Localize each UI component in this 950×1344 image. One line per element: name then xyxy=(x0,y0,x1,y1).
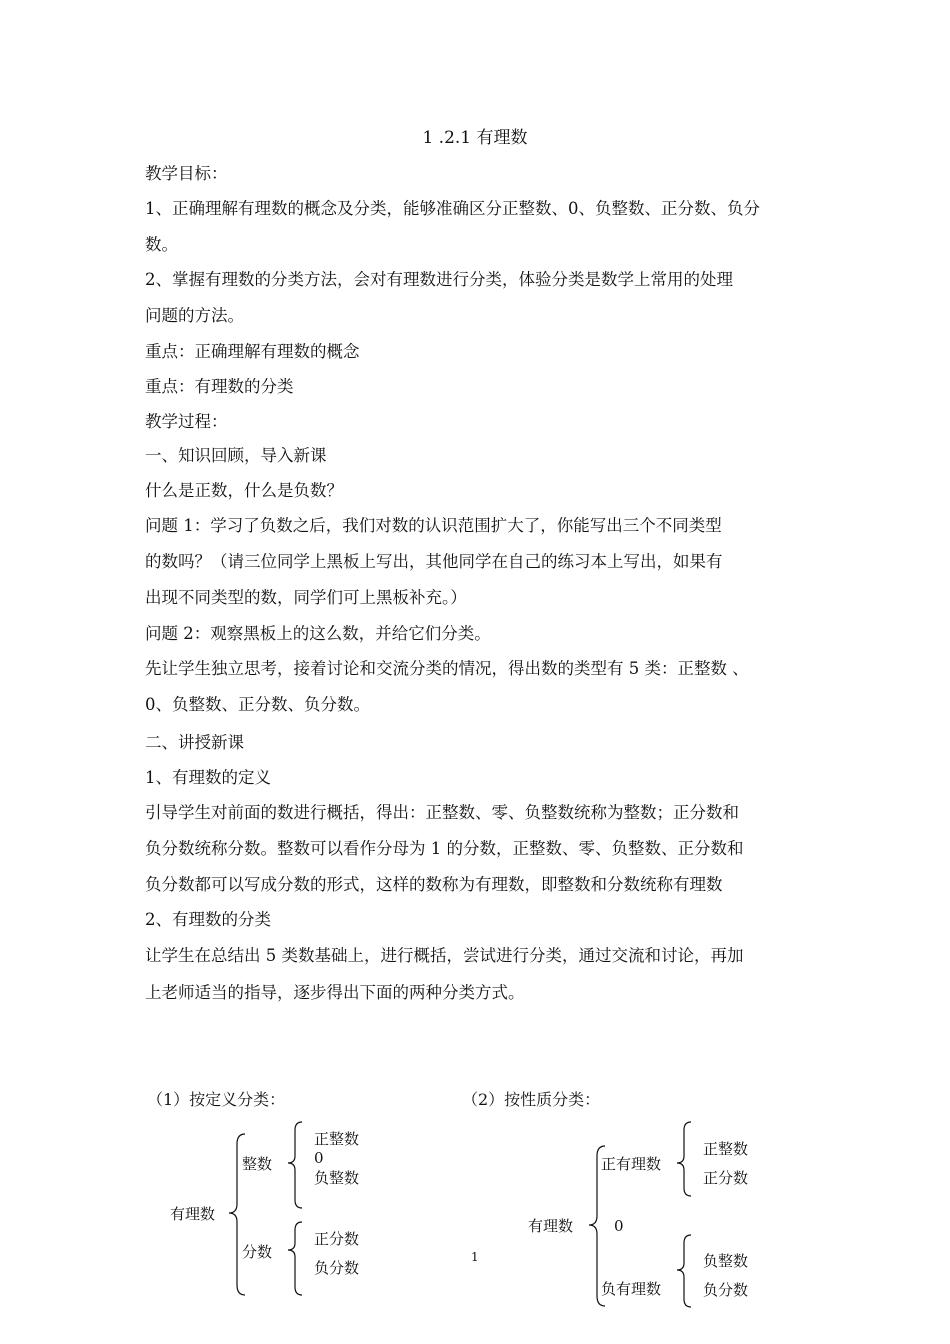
paragraph-line: 一、知识回顾，导入新课 xyxy=(145,446,327,465)
paragraph-line: 1、正确理解有理数的概念及分类，能够准确区分正整数、0、负整数、正分数、负分 xyxy=(145,199,760,218)
diagram2-zero: 0 xyxy=(614,1217,624,1235)
paragraph-line: 负分数统称分数。整数可以看作分母为 1 的分数，正整数、零、负整数、正分数和 xyxy=(145,839,744,858)
paragraph-line: 负分数都可以写成分数的形式，这样的数称为有理数，即整数和分数统称有理数 xyxy=(145,875,723,894)
brace-positive-d2 xyxy=(677,1122,691,1196)
paragraph-line: 什么是正数，什么是负数？ xyxy=(145,481,343,500)
page-number: 1 xyxy=(471,1250,479,1264)
paragraph-line: 问题 1：学习了负数之后，我们对数的认识范围扩大了，你能写出三个不同类型 xyxy=(145,516,722,535)
diagram2-neg-int: 负整数 xyxy=(703,1252,749,1270)
diagram1-heading: （1）按定义分类： xyxy=(147,1090,286,1109)
diagram2-pos-frac: 正分数 xyxy=(703,1169,749,1187)
diagram1-fraction: 分数 xyxy=(242,1243,273,1261)
paragraph-line: 0、负整数、正分数、负分数。 xyxy=(145,695,370,714)
diagram1-neg-frac: 负分数 xyxy=(314,1259,360,1277)
diagram1-pos-int: 正整数 xyxy=(314,1130,360,1148)
paragraph-line: 二、讲授新课 xyxy=(145,733,244,752)
paragraph-line: 出现不同类型的数，同学们可上黑板补充。） xyxy=(145,588,467,607)
diagram2-pos-int: 正整数 xyxy=(703,1140,749,1158)
paragraph-line: 问题 2：观察黑板上的这么数，并给它们分类。 xyxy=(145,624,491,643)
paragraph-line: 上老师适当的指导，逐步得出下面的两种分类方式。 xyxy=(145,983,525,1002)
brace-negative-d2 xyxy=(677,1235,691,1307)
paragraph-line: 的数吗？（请三位同学上黑板上写出，其他同学在自己的练习本上写出，如果有 xyxy=(145,552,723,571)
paragraph-line: 教学目标： xyxy=(145,164,228,183)
diagram1-integer: 整数 xyxy=(242,1155,273,1173)
paragraph-line: 重点：有理数的分类 xyxy=(145,377,294,396)
document-title: 1 .2.1 有理数 xyxy=(422,128,528,148)
diagram1-pos-frac: 正分数 xyxy=(314,1230,360,1248)
paragraph-line: 2、掌握有理数的分类方法，会对有理数进行分类，体验分类是数学上常用的处理 xyxy=(145,270,733,289)
paragraph-line: 问题的方法。 xyxy=(145,306,244,325)
paragraph-line: 先让学生独立思考，接着讨论和交流分类的情况，得出数的类型有 5 类：正整数 、 xyxy=(145,659,749,678)
brace-rational-d2 xyxy=(589,1146,605,1306)
diagram2-root: 有理数 xyxy=(528,1217,574,1235)
diagram1-root: 有理数 xyxy=(170,1205,216,1223)
paragraph-line: 重点：正确理解有理数的概念 xyxy=(145,342,360,361)
diagram2-heading: （2）按性质分类： xyxy=(462,1090,601,1109)
paragraph-line: 数。 xyxy=(145,235,178,254)
diagram1-neg-int: 负整数 xyxy=(314,1169,360,1187)
paragraph-line: 教学过程： xyxy=(145,412,228,431)
diagram1-zero: 0 xyxy=(314,1149,324,1167)
brace-rational-d1 xyxy=(229,1134,245,1295)
diagram2-negative: 负有理数 xyxy=(601,1280,662,1298)
paragraph-line: 引导学生对前面的数进行概括，得出：正整数、零、负整数统称为整数；正分数和 xyxy=(145,803,739,822)
paragraph-line: 1、有理数的定义 xyxy=(145,768,271,787)
brace-fraction-d1 xyxy=(288,1222,302,1295)
diagram2-positive: 正有理数 xyxy=(601,1155,662,1173)
diagram2-neg-frac: 负分数 xyxy=(703,1281,749,1299)
paragraph-line: 2、有理数的分类 xyxy=(145,910,271,929)
brace-integer-d1 xyxy=(288,1122,302,1208)
paragraph-line: 让学生在总结出 5 类数基础上，进行概括，尝试进行分类，通过交流和讨论，再加 xyxy=(145,946,744,965)
